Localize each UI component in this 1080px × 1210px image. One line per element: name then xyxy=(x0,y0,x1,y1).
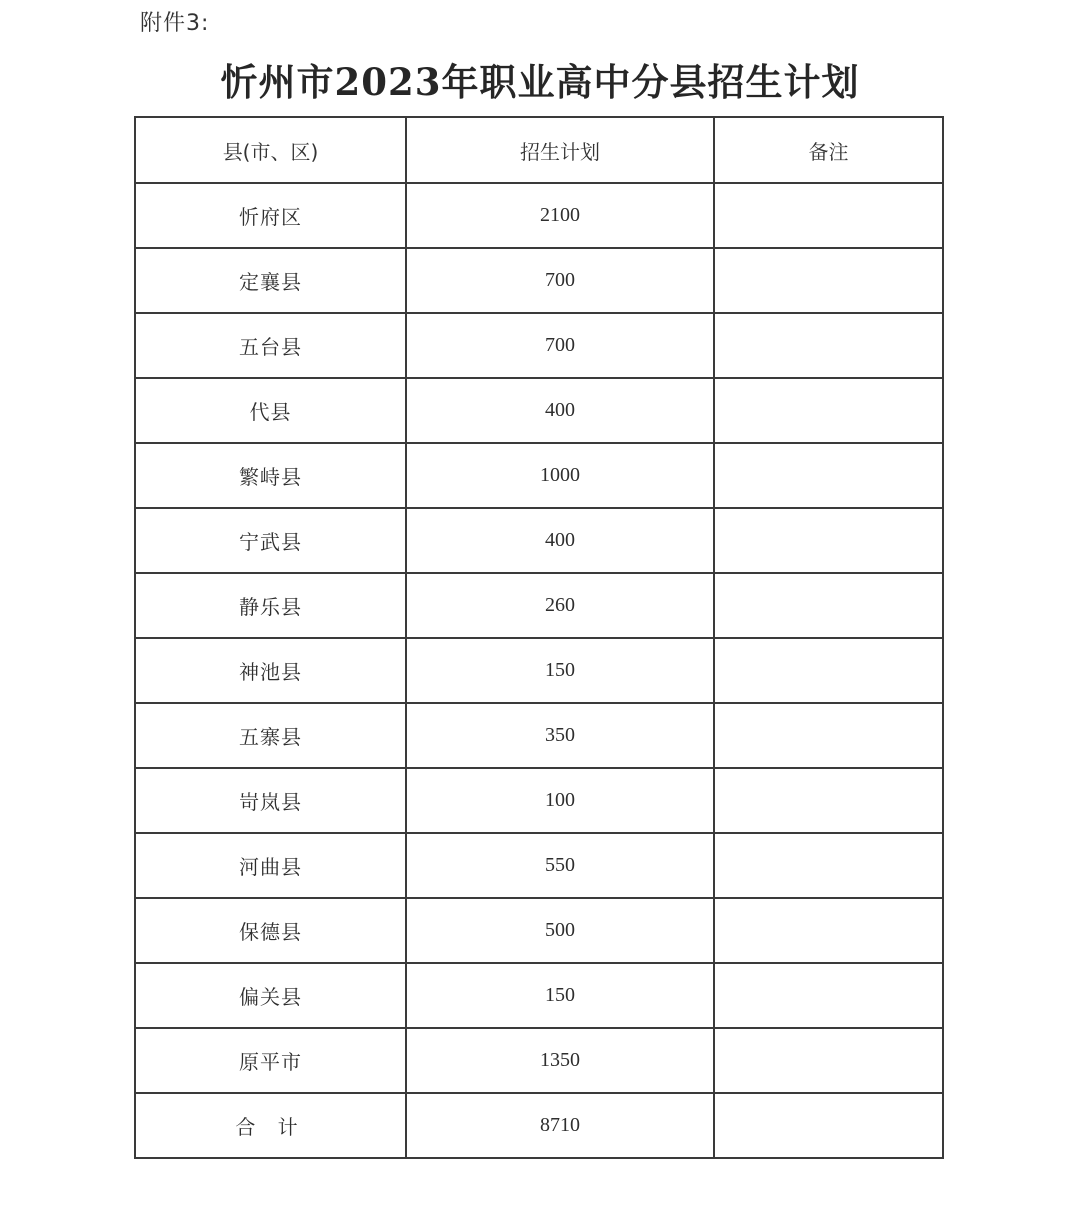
county-cell: 岢岚县 xyxy=(135,768,406,833)
remark-cell xyxy=(714,508,943,573)
plan-cell: 1000 xyxy=(406,443,714,508)
table-row xyxy=(135,573,943,638)
plan-cell: 550 xyxy=(406,833,714,898)
remark-cell xyxy=(714,183,943,248)
county-cell: 五台县 xyxy=(135,313,406,378)
county-cell: 静乐县 xyxy=(135,573,406,638)
table-row xyxy=(135,248,943,313)
county-cell: 宁武县 xyxy=(135,508,406,573)
table-row xyxy=(135,768,943,833)
plan-cell: 150 xyxy=(406,963,714,1028)
table-row xyxy=(135,638,943,703)
header-county: 县(市、区) xyxy=(135,117,406,183)
plan-cell: 400 xyxy=(406,508,714,573)
plan-cell: 500 xyxy=(406,898,714,963)
remark-cell xyxy=(714,833,943,898)
table-row xyxy=(135,703,943,768)
remark-cell xyxy=(714,768,943,833)
remark-cell xyxy=(714,443,943,508)
total-plan-cell: 8710 xyxy=(406,1093,714,1158)
county-cell: 忻府区 xyxy=(135,183,406,248)
total-remark-cell xyxy=(714,1093,943,1158)
remark-cell xyxy=(714,638,943,703)
remark-cell xyxy=(714,573,943,638)
table-row xyxy=(135,833,943,898)
header-remark: 备注 xyxy=(714,117,943,183)
table-row xyxy=(135,313,943,378)
table-row xyxy=(135,963,943,1028)
county-cell: 偏关县 xyxy=(135,963,406,1028)
plan-cell: 700 xyxy=(406,248,714,313)
plan-cell: 150 xyxy=(406,638,714,703)
attachment-label: 附件3: xyxy=(140,11,210,36)
remark-cell xyxy=(714,313,943,378)
total-row xyxy=(135,1093,943,1158)
table-header-row xyxy=(135,117,943,183)
plan-cell: 1350 xyxy=(406,1028,714,1093)
plan-cell: 2100 xyxy=(406,183,714,248)
remark-cell xyxy=(714,248,943,313)
remark-cell xyxy=(714,1028,943,1093)
plan-cell: 350 xyxy=(406,703,714,768)
table-row xyxy=(135,443,943,508)
plan-cell: 260 xyxy=(406,573,714,638)
remark-cell xyxy=(714,378,943,443)
county-cell: 五寨县 xyxy=(135,703,406,768)
remark-cell xyxy=(714,898,943,963)
county-cell: 原平市 xyxy=(135,1028,406,1093)
county-cell: 繁峙县 xyxy=(135,443,406,508)
document-title: 忻州市2023年职业高中分县招生计划 xyxy=(220,60,860,104)
table-row xyxy=(135,1028,943,1093)
plan-cell: 100 xyxy=(406,768,714,833)
remark-cell xyxy=(714,963,943,1028)
total-label-cell: 合 计 xyxy=(135,1093,406,1158)
remark-cell xyxy=(714,703,943,768)
county-cell: 代县 xyxy=(135,378,406,443)
table-row xyxy=(135,378,943,443)
county-cell: 保德县 xyxy=(135,898,406,963)
county-cell: 神池县 xyxy=(135,638,406,703)
table-row xyxy=(135,898,943,963)
plan-cell: 700 xyxy=(406,313,714,378)
plan-cell: 400 xyxy=(406,378,714,443)
table-row xyxy=(135,183,943,248)
table-row xyxy=(135,508,943,573)
county-cell: 河曲县 xyxy=(135,833,406,898)
header-plan: 招生计划 xyxy=(406,117,714,183)
county-cell: 定襄县 xyxy=(135,248,406,313)
enrollment-plan-table xyxy=(134,116,944,1159)
